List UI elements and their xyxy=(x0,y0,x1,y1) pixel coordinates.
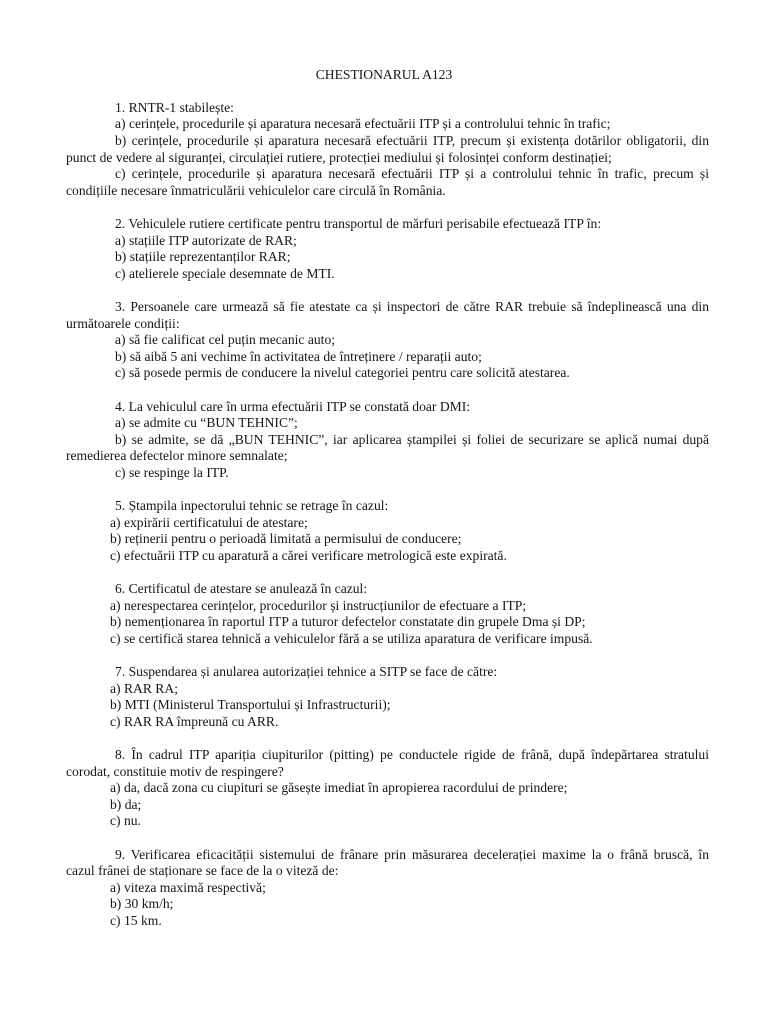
question-1 xyxy=(0,100,768,200)
question-6-option-c: c) se certifică starea tehnică a vehiculelor fără a se utiliza aparatura de verificare impusă. xyxy=(110,630,593,646)
question-9 xyxy=(0,847,768,930)
stem-line: 8. În cadrul ITP apariția ciupiturilor (pitting) pe conductele rigide de frână, după îndepărtarea stratului xyxy=(115,747,709,763)
question-2 xyxy=(0,216,768,282)
option-line: c) cerințele, procedurile și aparatura necesară efectuării ITP și a controlului tehnic în trafic, precum și xyxy=(115,166,709,182)
question-9-option-a: a) viteza maximă respectivă; xyxy=(110,879,266,895)
question-4-option-c: c) se respinge la ITP. xyxy=(115,464,229,480)
question-6-option-b: b) nemenționarea în raportul ITP a tuturor defectelor constatate din grupele Dma și DP; xyxy=(110,614,586,630)
question-6 xyxy=(0,581,768,647)
question-2-option-b: b) stațiile reprezentanților RAR; xyxy=(115,249,291,265)
question-3-option-b: b) să aibă 5 ani vechime în activitatea de întreținere / reparații auto; xyxy=(115,348,482,364)
question-1-option-b xyxy=(0,133,768,166)
question-9-stem xyxy=(0,847,768,880)
question-3-option-c: c) să posede permis de conducere la nivelul categoriei pentru care solicită atestarea. xyxy=(115,365,570,381)
stem-line: cazul frânei de staționare se face de la o viteză de: xyxy=(66,863,339,879)
stem-line: corodat, constituie motiv de respingere? xyxy=(66,763,284,779)
question-2-option-c: c) atelierele speciale desemnate de MTI. xyxy=(115,265,335,281)
question-5-option-b: b) reținerii pentru o perioadă limitată a permisului de conducere; xyxy=(110,531,462,547)
question-3-stem xyxy=(0,299,768,332)
question-2-stem: 2. Vehiculele rutiere certificate pentru transportul de mărfuri perisabile efectuează ITP în: xyxy=(115,216,602,232)
question-6-option-a: a) nerespectarea cerințelor, procedurilor și instrucțiunilor de efectuare a ITP; xyxy=(110,597,527,613)
document-title: CHESTIONARUL A123 xyxy=(315,66,453,82)
option-line: b) se admite, se dă „BUN TEHNIC”, iar aplicarea ștampilei și foliei de securizare se aplică numai după xyxy=(115,431,709,447)
question-8-stem xyxy=(0,747,768,780)
option-line: condițiile necesare înmatriculării vehiculelor care circulă în România. xyxy=(66,182,446,198)
question-4-option-b xyxy=(0,432,768,465)
question-7-option-b: b) MTI (Ministerul Transportului și Infrastructurii); xyxy=(110,697,391,713)
question-6-stem: 6. Certificatul de atestare se anulează în cazul: xyxy=(115,581,368,597)
question-1-stem: 1. RNTR-1 stabilește: xyxy=(115,99,234,115)
question-5-option-a: a) expirării certificatului de atestare; xyxy=(110,514,308,530)
question-8-option-b: b) da; xyxy=(110,796,142,812)
question-4 xyxy=(0,399,768,482)
question-5-option-c: c) efectuării ITP cu aparatură a cărei verificare metrologică este expirată. xyxy=(110,547,507,563)
stem-line: 3. Persoanele care urmează să fie atestate ca și inspectori de către RAR trebuie să îndeplinească una din xyxy=(115,299,709,314)
question-5-stem: 5. Ștampila inpectorului tehnic se retrage în cazul: xyxy=(115,498,389,514)
question-5 xyxy=(0,498,768,564)
stem-line: următoarele condiții: xyxy=(66,315,180,331)
question-4-stem: 4. La vehiculul care în urma efectuării ITP se constată doar DMI: xyxy=(115,398,471,414)
question-8-option-a: a) da, dacă zona cu ciupituri se găsește imediat în apropierea racordului de prindere; xyxy=(110,780,568,796)
question-2-option-a: a) stațiile ITP autorizate de RAR; xyxy=(115,232,297,248)
option-line: b) cerințele, procedurile și aparatura necesară efectuării ITP, precum și existența dotărilor obligatorii, din xyxy=(115,133,709,149)
stem-line: 9. Verificarea eficacității sistemului de frânare prin măsurarea decelerației maxime la o frână bruscă, în xyxy=(115,846,709,862)
question-7-stem: 7. Suspendarea și anularea autorizației tehnice a SITP se face de către: xyxy=(115,664,498,680)
option-line: remedierea defectelor minore semnalate; xyxy=(66,448,288,464)
question-9-option-c: c) 15 km. xyxy=(110,912,162,928)
question-1-option-a: a) cerințele, procedurile și aparatura necesară efectuării ITP și a controlului tehnic în trafic; xyxy=(115,116,611,132)
question-4-option-a: a) se admite cu “BUN TEHNIC”; xyxy=(115,415,298,431)
question-7-option-a: a) RAR RA; xyxy=(110,680,178,696)
question-7 xyxy=(0,664,768,730)
question-7-option-c: c) RAR RA împreună cu ARR. xyxy=(110,713,279,729)
question-1-option-c xyxy=(0,166,768,199)
question-3 xyxy=(0,299,768,382)
question-9-option-b: b) 30 km/h; xyxy=(110,896,174,912)
question-8-option-c: c) nu. xyxy=(110,813,141,829)
question-3-option-a: a) să fie calificat cel puțin mecanic auto; xyxy=(115,332,336,348)
question-8 xyxy=(0,747,768,830)
option-line: punct de vedere al siguranței, circulației rutiere, protecției mediului și folosinței conform destinației; xyxy=(66,149,612,165)
